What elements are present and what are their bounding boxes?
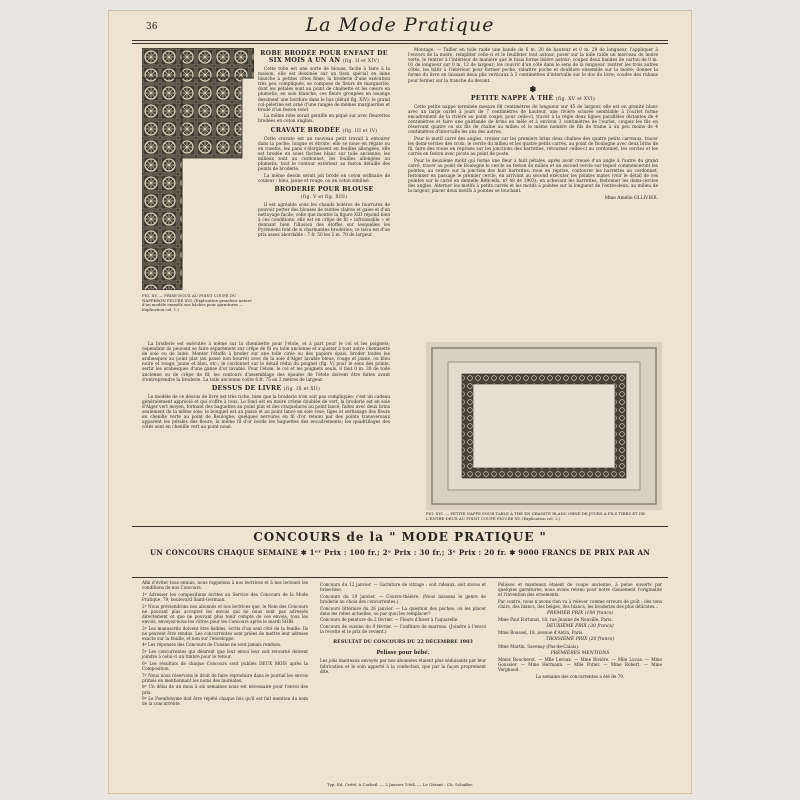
rules-column [142, 580, 308, 708]
cravate-title: CRAVATE BRODÉE (fig. III et IV) [270, 126, 378, 134]
mentions-names: Mmes Boucherot. — Mlle Leroux. — Mme Rivière. — Mlle Lucas. — Mme Goussier. — Mme Hermann. — Mlle Potier. — Mme Robert. — Mme Vergnaud. [498, 656, 662, 672]
concours-banner [132, 526, 668, 578]
closing-note: La semaine des concurrentes a été de 79. [535, 673, 625, 679]
signature: Mme Amélie OLLIVIER. [604, 196, 658, 202]
robe-title: ROBE BRODÉE POUR ENFANT DE SIX MOIS A UN AN (fig. II et XIV) [260, 50, 388, 64]
results-paragraph-1: Pelisses et manteaux étaient de coupe ancienne, à peine ouverts par quelques garnitures; nous avons retenu pour notre classement l'originalité et l'invention des ornements. [498, 582, 662, 598]
masthead-rule-thin [132, 43, 668, 44]
ornament-icon: ✽ [529, 83, 537, 94]
blouse-title: BRODERIE POUR BLOUSE (fig. V et fig. XIII) [274, 185, 374, 200]
right-column [408, 48, 658, 201]
banner-subtitle: UN CONCOURS CHAQUE SEMAINE ✱ 1ᵉʳ Prix : 100 fr.; 2ᵉ Prix : 30 fr.; 3ᵉ Prix : 20 fr. ✱ 9000 FRANCS DE PRIX PAR AN [149, 548, 651, 557]
robe-paragraph-2: La même robe serait gentille en piqué sur avec fleurettes brodées en coton anglais. [258, 114, 390, 125]
lace-illustration-fig-xv [142, 48, 254, 290]
concours-column [320, 582, 486, 675]
figure-xvi-caption: FIG. XVI. — PETITE NAPPE POUR TABLE À THÉ EN GRANITÉ BLANC ORNÉ DE JOURS À FILS TIRÉS ET DE L'ENTRE-DEUX AU POINT COUPÉ FIGURE XV. (Explication col. 2.) [426, 511, 645, 521]
cravate-paragraph-1: Cette cravate est un nouveau petit travail à entourer dans la poche; longue et étroite, elle se noue en régate ou en rosette, les pans s'élargissent en feuilles allongées, elle est brodée en soies floches blanc sur toile ancienne; les milieux sont au cordonnet, les feuilles allongées au plumetis, tout le contour extérieur au feston détaillé des points de broderie. [258, 136, 390, 173]
concours-2: Concours du 19 janvier. — Couvre-théière. (Nous laissons le genre de broderie au choix des concurrentes.) [320, 593, 486, 604]
robe-paragraph-1: Cette robe est une sorte de blouse, facile à faire à la maison, elle est dessinée sur un tissu spécial en laine blanche à petites côtes fines; la broderie d'une exécution très peu compliquée, se compose de fleurs de marguerite, dont les pétales sont au point de chaînette et les cœurs en plumetis, en soie blanche; ces fleurs groupées en losange dessinent une bordure dans le bas (détail fig. XIV); le grand col-pèlerine est orné d'une rangée de mêmes marguerites et brodé d'un feston rond. [258, 67, 391, 113]
masthead: La Mode Pratique [305, 14, 495, 36]
concours-5: Concours de cuisine du 9 février. — Confiture de marrons. (Joindre à l'envoi la recette et le prix de revient.) [320, 624, 486, 635]
premier-prix-name: Mme Paul Fortunat, 18, rue Jeanne de Neuville, Paris. [498, 617, 613, 623]
rule-3: 3º Les manuscrits doivent être lisibles, écrits d'un seul côté de la feuille. Ils ne peuvent être rendus. Les concurrentes sont priées de mettre leur adresse exacte sur la feuille, et non sur l'enveloppe. [142, 625, 308, 641]
left-column-top [258, 48, 390, 240]
montage-paragraph: Montage. — Tailler en toile raide une bande de 6 m. 20 de hauteur et 0 m. 29 de longueur, l'appliquer à l'envers de la moire, rempliter celle-ci et le feuilleter tout autour; poser sur la toile raide un morceau de moire verte, le rentrer à l'intérieur de manière que le biais forme lisière autour; coupez deux bandes de carton de 0 m. 01 de longueur sur 0 m. 12 de largeur; les couvrir d'un côté dans le sens de la longueur, rentrer les trois autres côtés, les bâtir à l'intérieur pour former poche, rabattre poche et doublure ensemble sur la moire; donner la forme du livre en laissant deux plis verticaux à 3 centimètres d'intervalle sur le dos du livre; coudre des rubans pour fermer sur la tranche du devant. [408, 48, 658, 84]
rule-1: 1º Adresser les compositions écrites au Service des Concours de la Mode Pratique, 79, boulevard Saint-Germain. [142, 591, 308, 602]
rule-7: 7º Nous nous réservons le droit de faire reproduire dans le journal les envois primés en mentionnant les noms des lauréates. [142, 672, 308, 683]
rule-4: 4º Les réponses des Concours de Cuisine ne sont jamais rendues. [142, 642, 282, 648]
deuxieme-prix-label: DEUXIÈME PRIX (30 francs) [546, 624, 614, 630]
concours-3: Concours littéraire du 26 janvier. — La question des poches; où les placer dans les robes actuelles, ou par quoi les remplacer? [320, 605, 486, 616]
page-number: 36 [146, 22, 158, 32]
nappe-paragraph-3: Pour le deuxième motif qui forme une fleur à huit pétales, après avoir creusé d'un angle à l'autre du grand carré, tracer au point de Boulogne le cercle au feston du milieu et un second cercle sur lequel commenceront les pointes; au centre sur la jonction des huit barrettes: roue en reprise, contourer les barrettes au cordonnet, festonner en passage le premier cercle, en arrivant au second exécuter les pointes mates (voir le détail de ces pointes sur le carré en dentelle Réticella, nº 48 de 1903); en achevant les barrettes, festonner les demi-cercles des angles. Alterner les motifs à petits carrés et les motifs à pointes sur la longueur de l'entre-deux; au milieu de la largeur, placer deux motifs à pointes se touchant. [408, 158, 658, 195]
result-title: RÉSULTAT DU CONCOURS DU 22 DÉCEMBRE 1903 [333, 639, 473, 646]
troisieme-prix-label: TROISIÈME PRIX (20 francs) [545, 637, 615, 643]
results-column [498, 582, 662, 680]
pelisse-title: Pelisse pour bébé. [376, 650, 430, 657]
results-paragraph-2: Par contre, nous n'avons rien vu à relever comme erreurs de goût : des tons clairs, des blancs, des beiges, des blancs, les broderies des plus délicates... [498, 598, 662, 609]
nappe-paragraph-2: Pour le motif carré des angles, croiser sur les premiers brins deux chaînes des quatre petits carreaux, tracer les demi-cercles des croix; le cercle du milieu et les quatre petits carrés, au point de Boulogne avec deux brins de fil, faire des roues en reprises sur les jonctions des barrettes, retourner celles-ci au cordonnet, les cercles et les carrés en feston avec picots au point de poste. [408, 136, 658, 157]
rule-2: 2º Nous préviendrons nos abonnés et nos lectrices que, le Nom des Concours ne pouvant plus accepter les envois qui ne nous sont pas adressés directement et que ne pouvant plus tenir compte de ces envois, tous les envois, envoyez-nous les vôtres pour les Concours après le mardi SOIR. [142, 603, 308, 624]
mentions-label: PREMIÈRES MENTIONS [550, 650, 610, 656]
left-column-bottom [142, 342, 390, 432]
concours-1: Concours du 12 janvier. — Garniture de vitrage : soit rideaux, soit stores et brise-bise. [320, 582, 486, 593]
rules-intro: Afin d'éviter tous ennuis, nous rappelons à nos lectrices et à nos lecteurs les conditions de nos Concours. [142, 580, 308, 591]
blouse-paragraph-2: La broderie est exécutée à même sur la chemisette pour l'étole, et à part pour le col et les poignets; cependant ils peuvent se faire séparément sur crêpe de fil ou toile ancienne et s'ajuster à tout autre chemisette de soie ou de laine. Monter l'étoffe à broder sur une toile cirée ou des papiers épais, broder toutes les arabesques au point plat (au passé non bourré) avec de la soie d'Alger lavable bleue, rouge et jaune, ou bleu noire et rouge; jaune et bleu, etc.; le cordonnet sur le détail rédui du poignet (fig. V) pour le sens des points, sertir les arabesques d'une ganse d'or lavable. Pour l'étole, le col et les poignets seuls, il faut 0 m. 30 de toile ancienne ou de crêpe de fil; les contours d'assemblage des épaules de l'étole doivent être faites avant d'entreprendre la broderie. La toile ancienne coûte 6 fr. 75 en 2 mètres de largeur. [142, 342, 390, 383]
tablecloth-illustration-fig-xvi [426, 342, 662, 510]
page [108, 10, 692, 794]
masthead-rule [132, 40, 668, 41]
rule-6: 6º Les résultats de chaque Concours sont publiés DEUX MOIS après la Composition. [142, 660, 308, 671]
deuxieme-prix-name: Mme Roussel, 18, avenue d'Antin, Paris. [498, 630, 584, 636]
livre-title: DESSUS DE LIVRE (fig. IX et XII) [211, 384, 321, 392]
nappe-title: PETITE NAPPE A THÉ (fig. XV et XVI) [470, 94, 596, 102]
premier-prix-label: PREMIER PRIX (100 francs) [546, 611, 614, 617]
concours-4: Concours de peinture du 2 février. — Fleurs d'hiver à l'aquarelle. [320, 617, 459, 623]
figure-xv-caption: FIG. XV. — FRISE-DOUX AU POINT COUPÉ DU NAPPERON FIGURE XVI. (Explication grandeur nature d'un modèle emmêlé sur bâches pour garnitures — Explication col. 1.) [142, 293, 252, 312]
imprint: Typ. Ed. Crété, à Corbeil. — 2 Janvier 1904. — Le Gérant : Ch. Schaffer. [326, 782, 474, 787]
rule-8: 8º Un délai de un mois à six semaines nous est nécessaire pour l'envoi des prix. [142, 684, 308, 695]
rule-5: 5º Les concurrentes qui désirent que leur envoi leur soit retourné doivent joindre à celui-ci un timbre pour le retour. [142, 649, 308, 660]
pelisse-paragraph: Les jolis manteaux envoyés par nos abonnées étaient plus séduisants par leur fabrication et le soin apporté à la confection, que par la façon proprement dite. [320, 658, 486, 674]
nappe-paragraph-1: Cette petite nappe terminée mesure 68 centimètres de longueur sur 45 de largeur, elle est en granité blanc avec un large ourlet à jours de 7 centimètres de hauteur, une rivière sciurée semblable à l'ourlet forme encadrement de la rivière au point coupé; pour celle-ci, tracer à la règle deux lignes parallèles distantes de 4 centimètres et faire une guirlande de brins en mêle et à environ 3 centimètres de l'ourlet, coupez les fils en réservant quatre ou six fils de chaîne au milieu et le même nombre de fils de trame à un peu moins de 4 centimètres d'intervalle les uns des autres. [408, 104, 658, 136]
cravate-paragraph-2: La même dessin serait joli brodé en coton ordinaire de couleur : bleu, jaune et rouge, ou en coton similisé. [258, 173, 390, 184]
livre-paragraph-1: Le modèle de ce dessus de livre est très riche, bien que la broderie n'en soit pas compliquée; c'est un cadeau généralement apprécié et qui s'offre à tous. Le fond est en moire crème doublée de vert, la broderie est en soie d'Alger vert moyen, formant des baguettes au point plat et des craquelures au point lancé, faites avec deux brins seulement de la même soie; le bouquet est au passé et au point lancé en soie rose; tiges et sertissage des fleurs en chenille verte au point de Boulogne; quelques nervures en fil d'or retenu par des points transversaux apparent les pétales des fleurs; la même fil d'or borde les baguettes des encadrements; les quadrillages des côtés sont en chenille vert au point noué. [142, 394, 390, 431]
troisieme-prix-name: Mme Martin, Savenay (Pas-de-Calais). [498, 643, 580, 649]
blouse-paragraph-1: Il est agréable sous les chauds boléros de fourrures de pouvoir porter des blouses de teintes claires et gaies et d'un nettoyage facile; celle que montre la figure XIII répond bien à ces conditions; elle est en crêpe de fil « infroissable » et donnant bien l'illusion des étoffes sur lesquelles les Pyrénéens font de si charmantes broderies; ce tissu est d'un prix assez abordable : 7 fr. 50 les 2 m. 70 de largeur. [258, 202, 390, 239]
rule-9: 9º Le Pseudonyme doit être répété chaque fois qu'il est fait mention du nom de la concurrente. [142, 696, 308, 707]
banner-title: CONCOURS de la " MODE PRATIQUE " [253, 530, 547, 544]
